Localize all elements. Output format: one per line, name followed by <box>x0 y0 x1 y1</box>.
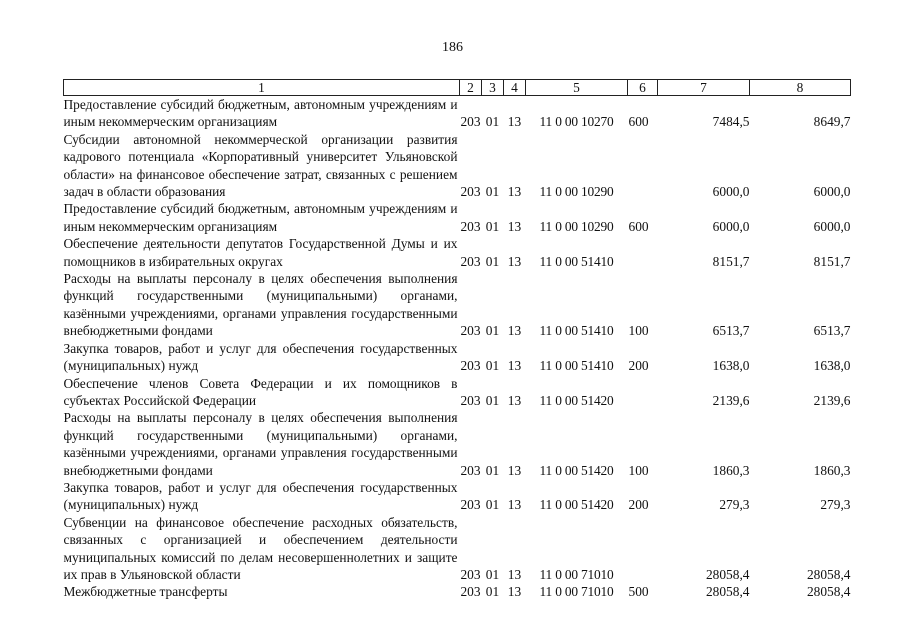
header-cell-2: 2 <box>460 80 482 96</box>
header-row <box>64 80 851 96</box>
expense-name: Обеспечение членов Совета Федерации и их помощников в субъектах Российской Федерации <box>63 375 458 408</box>
expense-name: Предоставление субсидий бюджетным, автономным учреждениям и иным некоммерческим организациям <box>63 97 458 130</box>
code-pr: 13 <box>507 184 522 200</box>
table-row <box>64 200 851 235</box>
table-row <box>64 235 851 270</box>
code-vr: 100 <box>628 323 649 339</box>
amount-year-1: 28058,4 <box>705 566 750 582</box>
code-csr: 11 0 00 51410 <box>539 323 614 339</box>
code-vr <box>628 131 658 201</box>
code-rz: 01 <box>485 323 500 339</box>
code-pr: 13 <box>507 218 522 234</box>
code-rz: 01 <box>485 114 500 130</box>
page-number: 186 <box>442 40 463 55</box>
table-row <box>64 583 851 600</box>
code-csr: 11 0 00 51420 <box>539 462 614 478</box>
code-rz: 01 <box>485 218 500 234</box>
code-vr <box>628 235 658 270</box>
code-pr: 13 <box>507 584 522 600</box>
amount-year-1: 8151,7 <box>712 253 750 269</box>
amount-year-2: 8649,7 <box>813 114 851 130</box>
code-pr: 13 <box>507 497 522 513</box>
header-cell-8: 8 <box>750 80 851 96</box>
code-gr: 203 <box>460 184 481 200</box>
code-pr: 13 <box>507 253 522 269</box>
code-rz: 01 <box>485 253 500 269</box>
amount-year-1: 2139,6 <box>712 392 750 408</box>
amount-year-2: 1638,0 <box>813 358 851 374</box>
amount-year-2: 6000,0 <box>813 218 851 234</box>
expense-name: Межбюджетные трансферты <box>63 584 228 600</box>
code-vr: 600 <box>628 218 649 234</box>
table-row <box>64 514 851 584</box>
code-gr: 203 <box>460 584 481 600</box>
code-rz: 01 <box>485 584 500 600</box>
amount-year-1: 6000,0 <box>712 184 750 200</box>
amount-year-1: 1638,0 <box>712 358 750 374</box>
header-cell-6: 6 <box>628 80 658 96</box>
amount-year-1: 6000,0 <box>712 218 750 234</box>
code-vr <box>628 514 658 584</box>
code-rz: 01 <box>485 566 500 582</box>
amount-year-2: 6513,7 <box>813 323 851 339</box>
amount-year-2: 28058,4 <box>806 566 851 582</box>
amount-year-1: 279,3 <box>719 497 750 513</box>
amount-year-1: 1860,3 <box>712 462 750 478</box>
amount-year-2: 2139,6 <box>813 392 851 408</box>
code-gr: 203 <box>460 566 481 582</box>
amount-year-1: 6513,7 <box>712 323 750 339</box>
code-csr: 11 0 00 51410 <box>539 358 614 374</box>
table-header <box>64 80 851 96</box>
expense-name: Предоставление субсидий бюджетным, автономным учреждениям и иным некоммерческим организациям <box>63 201 458 234</box>
code-gr: 203 <box>460 218 481 234</box>
amount-year-2: 28058,4 <box>806 584 851 600</box>
expense-name: Закупка товаров, работ и услуг для обеспечения государственных (муниципальных) нужд <box>63 340 458 374</box>
expense-name: Обеспечение деятельности депутатов Государственной Думы и их помощников в избирательных округах <box>63 236 458 269</box>
code-rz: 01 <box>485 358 500 374</box>
amount-year-1: 28058,4 <box>705 584 750 600</box>
code-pr: 13 <box>507 323 522 339</box>
table-row <box>64 479 851 514</box>
code-csr: 11 0 00 71010 <box>539 566 614 582</box>
expense-name: Субсидии автономной некоммерческой организации развития кадрового потенциала «Корпоративный университет Ульяновской области» на финансовое обеспечение затрат, связанных с решением задач в области образования <box>63 131 458 200</box>
header-cell-7: 7 <box>658 80 750 96</box>
code-pr: 13 <box>507 358 522 374</box>
expense-name: Расходы на выплаты персоналу в целях обеспечения выполнения функций государственными (муниципальными) органами, казёнными учреждениями, органами управления государственными внебюджетными фондами <box>63 271 458 339</box>
amount-year-2: 279,3 <box>820 497 851 513</box>
code-pr: 13 <box>507 114 522 130</box>
code-gr: 203 <box>460 253 481 269</box>
code-vr: 600 <box>628 114 649 130</box>
amount-year-2: 1860,3 <box>813 462 851 478</box>
table-row <box>64 375 851 410</box>
code-pr: 13 <box>507 392 522 408</box>
expense-name: Закупка товаров, работ и услуг для обеспечения государственных (муниципальных) нужд <box>63 479 458 513</box>
code-vr <box>628 375 658 410</box>
code-gr: 203 <box>460 392 481 408</box>
code-csr: 11 0 00 51420 <box>539 392 614 408</box>
code-vr: 100 <box>628 462 649 478</box>
table-row <box>64 131 851 201</box>
code-csr: 11 0 00 51410 <box>539 253 614 269</box>
code-gr: 203 <box>460 114 481 130</box>
code-gr: 203 <box>460 323 481 339</box>
code-vr: 200 <box>628 497 649 513</box>
code-csr: 11 0 00 10270 <box>539 114 614 130</box>
code-vr: 200 <box>628 358 649 374</box>
expense-name: Субвенции на финансовое обеспечение расходных обязательств, связанных с организацией и обеспечением деятельности муниципальных комиссий по делам несовершеннолетних и защите их прав в Ульяновской области <box>63 514 458 582</box>
header-cell-5: 5 <box>526 80 628 96</box>
expense-name: Расходы на выплаты персоналу в целях обеспечения выполнения функций государственными (муниципальными) органами, казёнными учреждениями, органами управления государственными внебюджетными фондами <box>63 410 458 478</box>
code-vr: 500 <box>628 584 649 600</box>
amount-year-2: 6000,0 <box>813 184 851 200</box>
header-cell-4: 4 <box>504 80 526 96</box>
code-csr: 11 0 00 10290 <box>539 218 614 234</box>
code-rz: 01 <box>485 184 500 200</box>
budget-table <box>63 79 851 601</box>
code-rz: 01 <box>485 462 500 478</box>
code-csr: 11 0 00 71010 <box>539 584 614 600</box>
table-row <box>64 270 851 340</box>
header-cell-3: 3 <box>482 80 504 96</box>
code-pr: 13 <box>507 566 522 582</box>
code-pr: 13 <box>507 462 522 478</box>
header-cell-1: 1 <box>64 80 460 96</box>
table-body <box>64 96 851 601</box>
code-gr: 203 <box>460 358 481 374</box>
code-gr: 203 <box>460 462 481 478</box>
code-csr: 11 0 00 51420 <box>539 497 614 513</box>
code-gr: 203 <box>460 497 481 513</box>
table-row <box>64 96 851 131</box>
code-rz: 01 <box>485 497 500 513</box>
amount-year-2: 8151,7 <box>813 253 851 269</box>
code-rz: 01 <box>485 392 500 408</box>
table-row <box>64 409 851 479</box>
table-row <box>64 340 851 375</box>
amount-year-1: 7484,5 <box>712 114 750 130</box>
code-csr: 11 0 00 10290 <box>539 184 614 200</box>
